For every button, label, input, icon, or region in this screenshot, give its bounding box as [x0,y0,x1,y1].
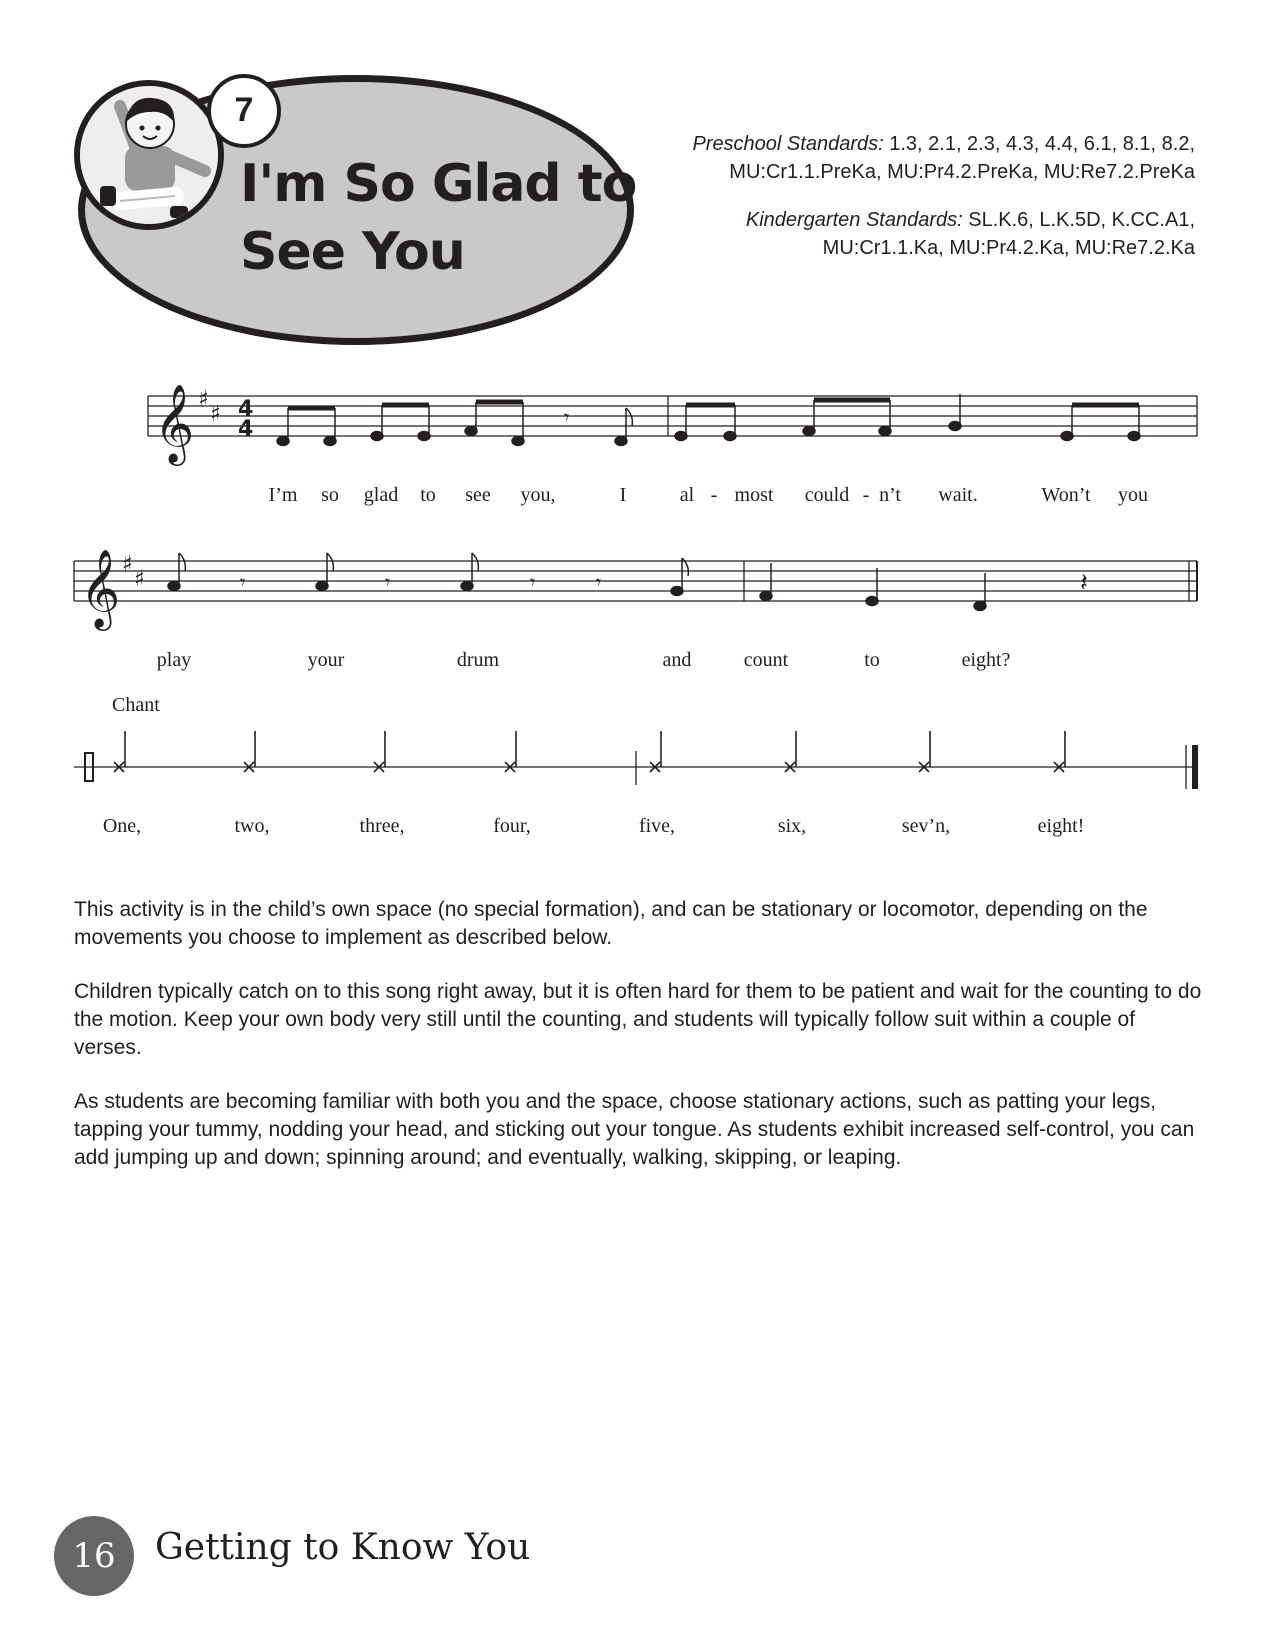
lyric: sev’n, [901,815,951,837]
eighth-rest-icon: 𝄾 [385,570,391,594]
chant-beat [244,731,255,772]
note [879,427,891,436]
preschool-standards-line1: 1.3, 2.1, 2.3, 4.3, 4.4, 6.1, 8.1, 8.2, [883,133,1195,155]
badge-number: 7 [234,91,254,129]
page-title [240,150,636,286]
note [371,432,383,441]
note [760,592,772,601]
lyric: n’t [879,484,901,506]
treble-clef-icon: 𝄞 [154,384,195,463]
note [465,427,477,436]
staff-line-2 [0,545,1275,665]
lyric: wait. [938,484,978,506]
chant-beat [505,731,516,772]
chant-beat [785,731,796,772]
lyric: five, [638,815,676,837]
lyric: so [321,484,339,506]
chant-staff [0,725,1275,805]
note [324,437,336,446]
title-line-2: See You [240,222,465,282]
lyric: two, [234,815,270,837]
eighth-rest-icon: 𝄾 [564,405,570,429]
lyric: play [156,649,192,671]
lyric: I’m [268,484,298,506]
lyric: al [679,484,695,506]
note [615,437,627,446]
lyric: you [1118,484,1148,506]
eighth-rest-icon: 𝄾 [530,570,536,594]
section-title: Getting to Know You [155,1527,531,1568]
activity-number-badge [207,74,281,148]
preschool-standards-line2: MU:Cr1.1.PreKa, MU:Pr4.2.PreKa, MU:Re7.2.PreKa [729,161,1195,183]
treble-clef-icon: 𝄞 [80,549,121,628]
lyric: - [710,484,718,506]
lyric: six, [777,815,807,837]
note [866,597,878,606]
chant-label: Chant [112,694,160,716]
preschool-standards [692,130,1195,186]
sharp-f-icon: ♯ [122,552,133,577]
note [675,432,687,441]
lyric: One, [102,815,142,837]
chant-beat [650,731,661,772]
note [418,432,430,441]
lyric: three, [359,815,405,837]
lyric: you, [520,484,556,506]
lyric: Won’t [1041,484,1091,506]
note [168,582,180,591]
lyric: glad [363,484,399,506]
note [461,582,473,591]
lyric: could [804,484,850,506]
chant-beat [919,731,930,772]
chant-beat [1054,731,1065,772]
paragraph-3: As students are becoming familiar with both you and the space, choose stationary actions, such as patting your legs, tapping your tummy, nodding your head, and sticking out your tongue. As students exhibit increased self-control, you can add jumping up and down; spinning around; and eventually, walking, skipping, or leaping. [74,1090,1195,1169]
lyric: - [862,484,870,506]
note [724,432,736,441]
chant-beat [114,731,125,772]
note [949,422,961,431]
title-line-1: I'm So Glad to [240,154,637,214]
note [1128,432,1140,441]
paragraph-1: This activity is in the child’s own space (no special formation), and can be stationary or locomotor, depending on the movements you choose to implement as described below. [74,898,1148,949]
lyric: and [662,649,692,671]
kindergarten-standards-line1: SL.K.6, L.K.5D, K.CC.A1, [962,209,1195,231]
sharp-f-icon: ♯ [198,387,209,412]
kindergarten-standards-label: Kindergarten Standards: [745,209,963,231]
staff-line-1 [0,380,1275,500]
eighth-rest-icon: 𝄾 [596,570,602,594]
lyric: drum [456,649,500,671]
lyric: four, [493,815,531,837]
child-jumping-icon [74,80,224,230]
lyric: eight! [1037,815,1085,837]
lyric: count [743,649,789,671]
note [512,437,524,446]
kindergarten-standards-line2: MU:Cr1.1.Ka, MU:Pr4.2.Ka, MU:Re7.2.Ka [822,237,1195,259]
lyric: most [734,484,774,506]
note [277,437,289,446]
lyric: see [465,484,491,506]
sharp-c-icon: ♯ [210,402,221,427]
time-signature-top: 4 [238,397,254,422]
lyric: your [307,649,345,671]
eighth-rest-icon: 𝄾 [240,570,246,594]
sharp-c-icon: ♯ [134,567,145,592]
preschool-standards-label: Preschool Standards: [692,133,884,155]
lyric: eight? [961,649,1011,671]
time-signature-bottom: 4 [238,417,254,442]
note [671,587,683,596]
paragraph-2: Children typically catch on to this song right away, but it is often hard for them to be patient and wait for the counting to do the motion. Keep your own body very still until the counting, and students will typically follow suit within a couple of verses. [74,980,1202,1059]
note [1061,432,1073,441]
lyric: to [420,484,436,506]
quarter-rest-icon: 𝄽 [1080,568,1088,598]
lyric: to [864,649,880,671]
page-number: 16 [54,1516,134,1596]
note [316,582,328,591]
note [803,427,815,436]
lyric: I [619,484,627,506]
note [974,602,986,611]
chant-beat [374,731,385,772]
kindergarten-standards [746,206,1195,262]
